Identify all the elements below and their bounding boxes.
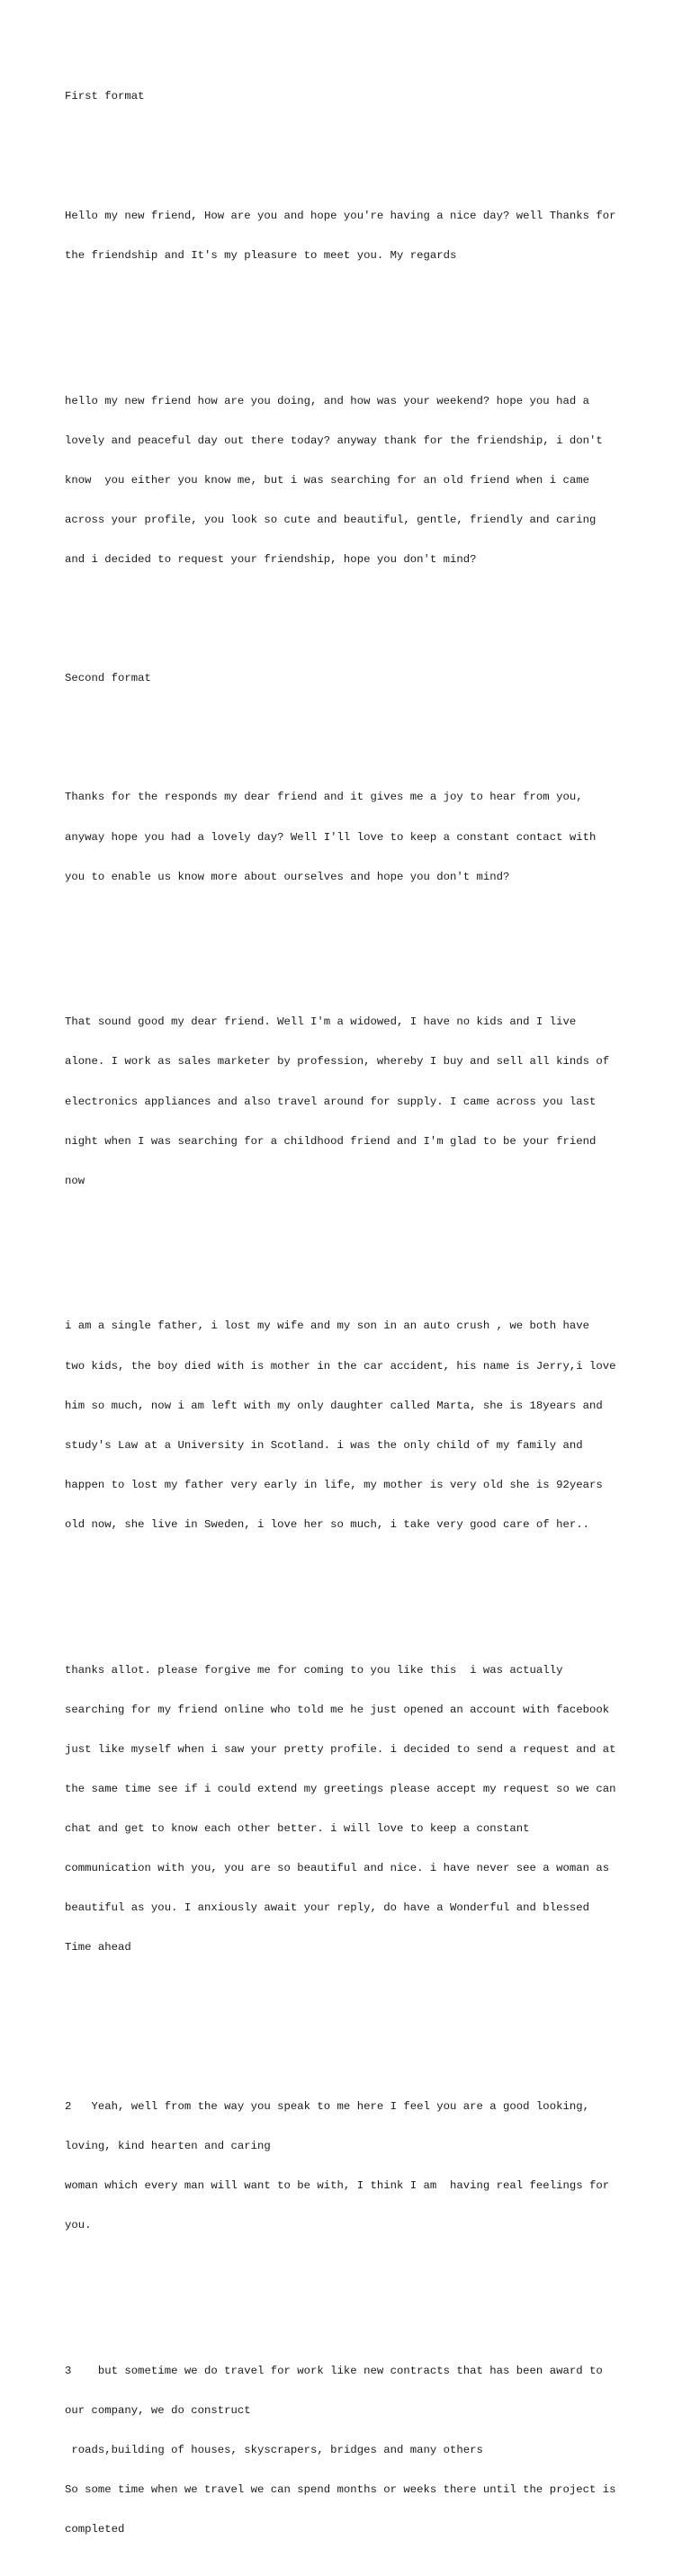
paragraph-line: i am a single father, i lost my wife and my son in an auto crush , we both have — [65, 1319, 589, 1333]
paragraph-line: him so much, now i am left with my only daughter called Marta, she is 18years and — [65, 1399, 603, 1412]
paragraph-line: 2 Yeah, well from the way you speak to me here I feel you are a good looking, — [65, 2099, 589, 2113]
paragraph-line: night when I was searching for a childhood friend and I'm glad to be your friend — [65, 1134, 597, 1148]
paragraph-line: Hello my new friend, How are you and hope you're having a nice day? well Thanks for — [65, 209, 616, 222]
paragraph-1 — [65, 183, 641, 289]
paragraph-line: the friendship and It's my pleasure to meet you. My regards — [65, 248, 457, 262]
paragraph-line: 3 but sometime we do travel for work like new contracts that has been award to — [65, 2364, 603, 2377]
paragraph-line: now — [65, 1174, 85, 1187]
paragraph-4 — [65, 989, 641, 1214]
heading-second-format: Second format — [65, 672, 151, 685]
paragraph-line: beautiful as you. I anxiously await your reply, do have a Wonderful and blessed — [65, 1901, 589, 1915]
paragraph-line: chat and get to know each other better. i will love to keep a constant — [65, 1821, 530, 1835]
paragraph-line: electronics appliances and also travel around for supply. I came across you last — [65, 1095, 597, 1108]
paragraph-line: loving, kind hearten and caring — [65, 2139, 271, 2152]
paragraph-line: just like myself when i saw your pretty profile. i decided to send a request and at — [65, 1742, 616, 1756]
paragraph-line: two kids, the boy died with is mother in the car accident, his name is Jerry,i love — [65, 1359, 616, 1373]
paragraph-line: you to enable us know more about ourselves and hope you don't mind? — [65, 870, 510, 883]
heading-first-format: First format — [65, 90, 145, 103]
paragraph-line: old now, she live in Sweden, i love her so much, i take very good care of her.. — [65, 1517, 589, 1531]
paragraph-line: Thanks for the responds my dear friend and it gives me a joy to hear from you, — [65, 791, 583, 804]
paragraph-line: roads,building of houses, skyscrapers, bridges and many others — [65, 2443, 483, 2456]
paragraph-line: the same time see if i could extend my greetings please accept my request so we can — [65, 1782, 616, 1795]
paragraph-line: hello my new friend how are you doing, and how was your weekend? hope you had a — [65, 394, 589, 407]
paragraph-line: alone. I work as sales marketer by profession, whereby I buy and sell all kinds of — [65, 1055, 610, 1069]
paragraph-line: completed — [65, 2523, 125, 2536]
paragraph-line: and i decided to request your friendship, hope you don't mind? — [65, 552, 477, 566]
document-page — [65, 64, 641, 2576]
paragraph-line: you. — [65, 2218, 92, 2232]
paragraph-line: That sound good my dear friend. Well I'm a widowed, I have no kids and I live — [65, 1015, 577, 1029]
paragraph-line: anyway hope you had a lovely day? Well I'll love to keep a constant contact with — [65, 830, 597, 844]
paragraph-line: know you either you know me, but i was searching for an old friend when i came — [65, 473, 589, 487]
paragraph-line: So some time when we travel we can spend months or weeks there until the project is — [65, 2482, 616, 2496]
paragraph-6 — [65, 1637, 641, 1981]
paragraph-line: happen to lost my father very early in life, my mother is very old she is 92years — [65, 1478, 603, 1491]
paragraph-line: Time ahead — [65, 1941, 131, 1954]
paragraph-line: thanks allot. please forgive me for coming to you like this i was actually — [65, 1663, 563, 1677]
paragraph-8 — [65, 2338, 641, 2563]
paragraph-2 — [65, 368, 641, 593]
paragraph-line: across your profile, you look so cute and beautiful, gentle, friendly and caring — [65, 513, 597, 526]
paragraph-5 — [65, 1293, 641, 1558]
paragraph-7 — [65, 2073, 641, 2258]
paragraph-3 — [65, 765, 641, 910]
paragraph-line: searching for my friend online who told me he just opened an account with facebook — [65, 1703, 610, 1716]
paragraph-line: our company, we do construct — [65, 2403, 251, 2417]
paragraph-line: study's Law at a University in Scotland. i was the only child of my family and — [65, 1438, 583, 1452]
paragraph-line: woman which every man will want to be with, I think I am having real feelings for — [65, 2178, 610, 2192]
paragraph-line: lovely and peaceful day out there today? anyway thank for the friendship, i don't — [65, 434, 603, 447]
paragraph-line: communication with you, you are so beautiful and nice. i have never see a woman as — [65, 1862, 610, 1875]
